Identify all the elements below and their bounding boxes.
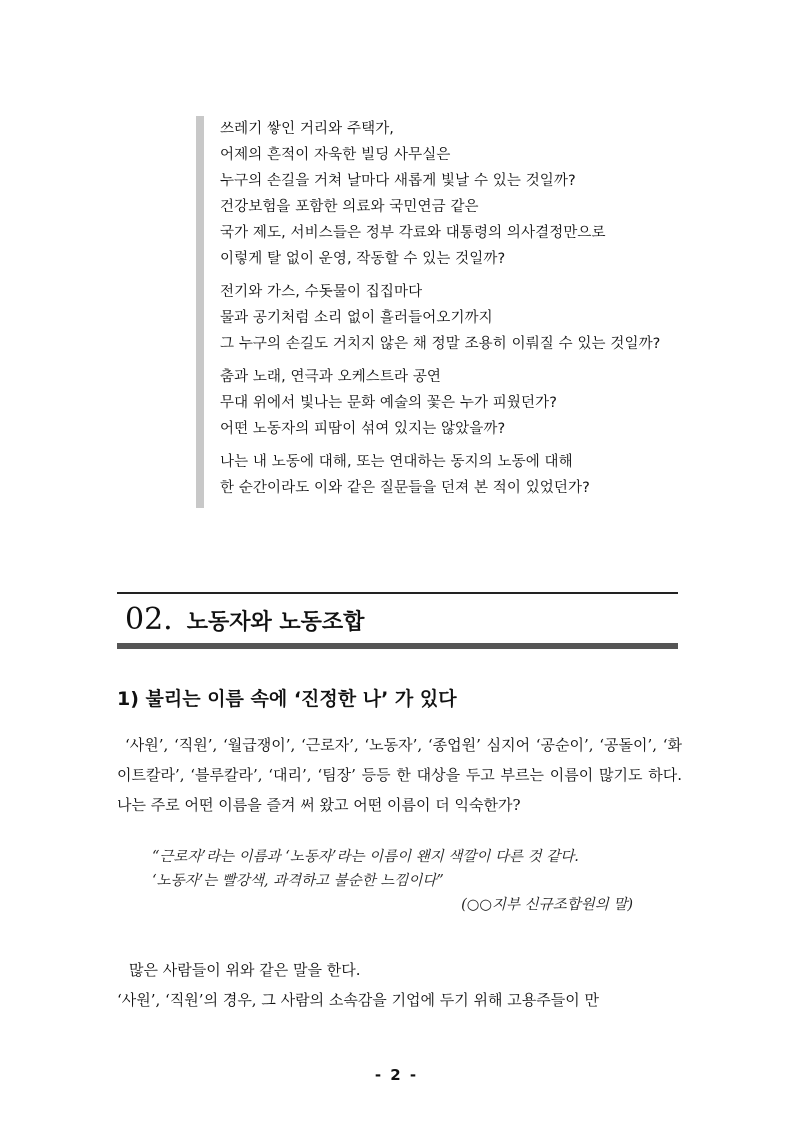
section-number: 02. [125, 602, 173, 637]
quote-source: (○○지부 신규조합원의 말) [461, 897, 633, 913]
section-top-rule [117, 592, 678, 594]
poem-line: 춤과 노래, 연극과 오케스트라 공연 [220, 369, 442, 385]
paragraph-line: ‘사원’, ‘직원’의 경우, 그 사람의 소속감을 기업에 두기 위해 고용주들이 만 [117, 991, 600, 1009]
poem-stanza [220, 116, 686, 272]
poem-line: 한 순간이라도 이와 같은 질문들을 던져 본 적이 있었던가? [220, 480, 590, 496]
poem-line: 물과 공기처럼 소리 없이 흘러들어오기까지 [220, 310, 493, 326]
poem-line: 쓰레기 쌓인 거리와 주택가, [220, 121, 395, 137]
quote-line: ‘노동자’는 빨강색, 과격하고 불순한 느낌이다” [152, 873, 444, 889]
poem-line: 어떤 노동자의 피땀이 섞여 있지는 않았을까? [220, 421, 506, 437]
poem-stanza [220, 364, 686, 442]
poem-stanza [220, 279, 686, 357]
poem-line: 어제의 흔적이 자욱한 빌딩 사무실은 [220, 147, 451, 163]
poem-stanza [220, 449, 686, 501]
poem-line: 그 누구의 손길도 거치지 않은 채 정말 조용히 이뤄질 수 있는 것일까? [220, 336, 661, 352]
poem-line: 이렇게 탈 없이 운영, 작동할 수 있는 것일까? [220, 251, 506, 267]
body-paragraph [117, 955, 682, 1015]
body-paragraph: ‘사원’, ‘직원’, ‘월급쟁이’, ‘근로자’, ‘노동자’, ‘종업원’ 심지어 ‘공순이’, ‘공돌이’, ‘화이트칼라’, ‘블루칼라’, ‘대리’, ‘팀장’ 등등 한 대상을 두고 부르는 이름이 많기도 하다. 나는 주로 어떤 이름을 즐겨 써 왔고 어떤 이름이 더 익숙한가? [117, 736, 682, 814]
page-number: - 2 - [374, 1066, 419, 1084]
poem-line: 국가 제도, 서비스들은 정부 각료와 대통령의 의사결정만으로 [220, 225, 606, 241]
poem-line: 무대 위에서 빛나는 문화 예술의 꽃은 누가 피웠던가? [220, 395, 558, 411]
quote-block [152, 845, 579, 893]
poem-line: 건강보험을 포함한 의료와 국민연금 같은 [220, 199, 479, 215]
poem-line: 전기와 가스, 수돗물이 집집마다 [220, 284, 423, 300]
section-title: 노동자와 노동조합 [186, 610, 365, 635]
poem-block [196, 116, 686, 508]
section-bottom-rule [117, 643, 678, 649]
poem-line: 누구의 손길을 거쳐 날마다 새롭게 빛날 수 있는 것일까? [220, 173, 576, 189]
poem-line: 나는 내 노동에 대해, 또는 연대하는 동지의 노동에 대해 [220, 454, 573, 470]
quote-line: “근로자’라는 이름과 ‘노동자’라는 이름이 왠지 색깔이 다른 것 같다. [152, 849, 579, 865]
section-heading [125, 602, 364, 642]
subsection-heading: 1) 불리는 이름 속에 ‘진정한 나’ 가 있다 [117, 688, 457, 710]
paragraph-line: 많은 사람들이 위와 같은 말을 한다. [129, 961, 361, 979]
